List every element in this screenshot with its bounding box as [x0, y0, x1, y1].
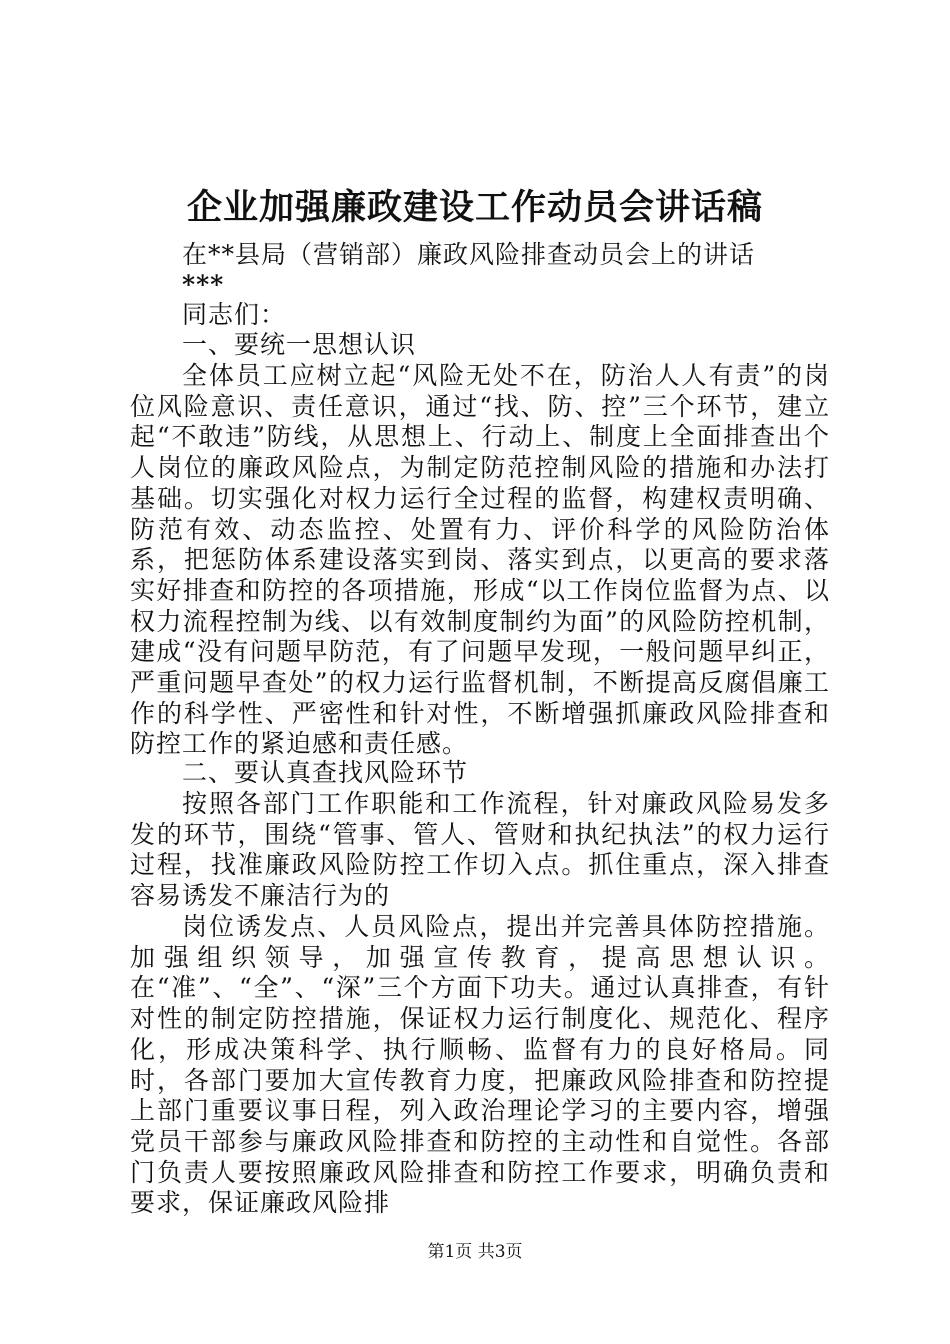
- body-paragraph: 按照各部门工作职能和工作流程，针对廉政风险易发多发的环节，围绕“管事、管人、管财和执纪执法”的权力运行过程，找准廉政风险防控工作切入点。抓住重点，深入排查容易诱发不廉洁行为的: [130, 789, 830, 911]
- body-paragraph: 全体员工应树立起“风险无处不在，防治人人有责”的岗位风险意识、责任意识，通过“找、防、控”三个环节，建立起“不敢违”防线，从思想上、行动上、制度上全面排查出个人岗位的廉政风险点，为制定防范控制风险的措施和办法打基础。切实强化对权力运行全过程的监督，构建权责明确、防范有效、动态监控、处置有力、评价科学的风险防治体系，把惩防体系建设落实到岗、落实到点，以更高的要求落实好排查和防控的各项措施，形成“以工作岗位监督为点、以权力流程控制为线、以有效制度制约为面”的风险防控机制，建成“没有问题早防范，有了问题早发现，一般问题早纠正，严重问题早查处”的权力运行监督机制，不断提高反腐倡廉工作的科学性、严密性和针对性，不断增强抓廉政风险排查和防控工作的紧迫感和责任感。: [130, 361, 830, 759]
- section-heading: 一、要统一思想认识: [182, 330, 417, 359]
- document-author: ***: [182, 270, 225, 299]
- document-subtitle: 在**县局（营销部）廉政风险排查动员会上的讲话: [182, 240, 756, 269]
- section-heading: 二、要认真查找风险环节: [182, 758, 469, 787]
- page-number-footer: 第1页 共3页: [427, 1242, 523, 1262]
- body-paragraph: 岗位诱发点、人员风险点，提出并完善具体防控措施。加强组织领导，加强宣传教育，提高思想认识。在“准”、“全”、“深”三个方面下功夫。通过认真排查，有针对性的制定防控措施，保证权力运行制度化、规范化、程序化，形成决策科学、执行顺畅、监督有力的良好格局。同时，各部门要加大宣传教育力度，把廉政风险排查和防控提上部门重要议事日程，列入政治理论学习的主要内容，增强党员干部参与廉政风险排查和防控的主动性和自觉性。各部门负责人要按照廉政风险排查和防控工作要求，明确负责和要求，保证廉政风险排: [130, 912, 830, 1218]
- salutation: 同志们：: [182, 300, 287, 329]
- document-title: 企业加强廉政建设工作动员会讲话稿: [186, 187, 763, 228]
